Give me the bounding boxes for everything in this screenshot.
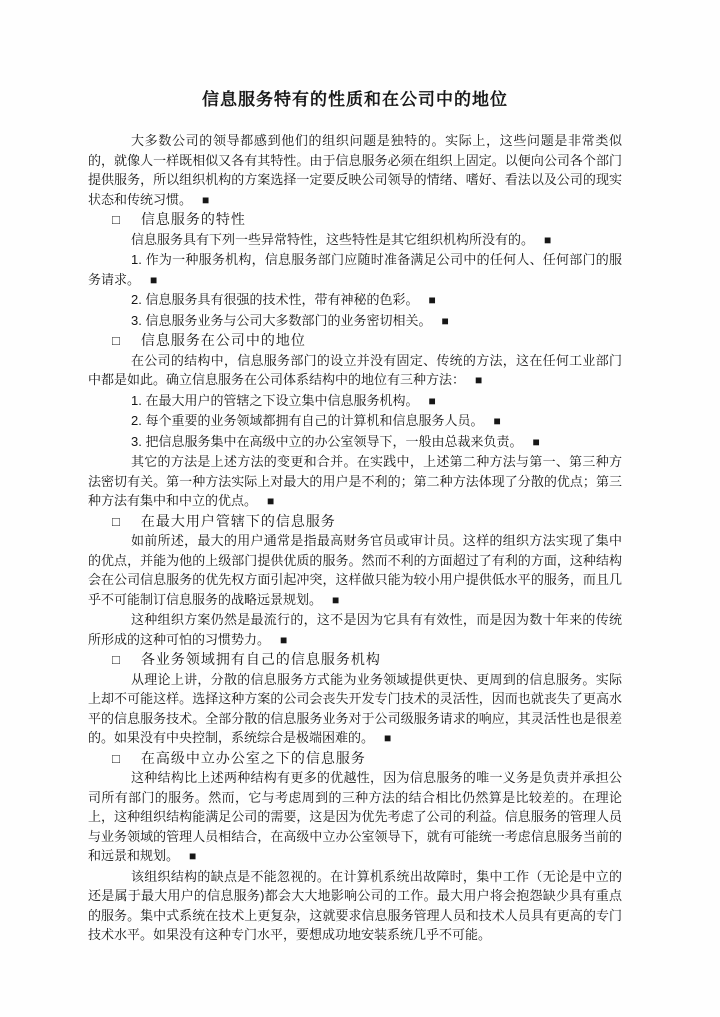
paragraph-end-mark: ■ [332,592,340,607]
paragraph: 其它的方法是上述方法的变更和合并。在实践中，上述第二种方法与第一、第三种方法密切有关。第一种方法实际上对最大的用户是不利的；第二种方法体现了分散的优点；第三种方法有集中和中立的优点。 ■ [88,454,622,508]
paragraph: 这种结构比上述两种结构有更多的优越性，因为信息服务的唯一义务是负责并承担公司所有部门的服务。然而，它与考虑周到的三种方法的结合相比仍然算是比较差的。在理论上，这种组织结构能满足公司的需要，这是因为优先考虑了公司的利益。信息服务的管理人员与业务领域的管理人员相结合，在高级中立办公室领导下，就有可能统一考虑信息服务当前的和远景和规划。 ■ [88,770,622,863]
document-content [88,90,622,945]
section-heading [88,749,622,769]
paragraph-end-mark: ■ [267,494,275,508]
paragraph-end-mark: ■ [384,731,392,745]
paragraph: 3. 把信息服务集中在高级中立的办公室领导下，一般由总裁来负责。 ■ [131,433,540,449]
paragraph: 1. 在最大用户的管辖之下设立集中信息服务机构。 ■ [131,392,436,408]
section-heading [88,512,622,532]
paragraph-end-mark: ■ [493,414,501,428]
paragraph: 这种组织方案仍然是最流行的，这不是因为它具有有效性，而是因为数十年来的传统所形成的这种可怕的习惯势力。 ■ [88,612,622,647]
section-heading-label: 在高级中立办公室之下的信息服务 [140,749,366,766]
section-heading-label: 在最大用户管辖下的信息服务 [140,512,336,529]
paragraph-end-mark: ■ [202,192,210,207]
paragraph-end-mark: ■ [428,393,436,408]
paragraph-end-mark: ■ [189,849,197,863]
section-bullet-icon: □ [112,750,120,766]
paragraph-end-mark: ■ [532,434,540,449]
section-heading-label: 信息服务在公司中的地位 [140,332,306,348]
paragraph-end-mark: ■ [280,632,288,647]
section-bullet-icon: □ [112,333,120,348]
paragraph: 大多数公司的领导都感到他们的组织问题是独特的。实际上，这些问题是非常类似的，就像人一样既相似又各有其特性。由于信息服务必须在组织上固定。以便向公司各个部门提供服务，所以组织机构的方案选择一定要反映公司领导的情绪、嗜好、看法以及公司的现实状态和传统习惯。 ■ [88,133,622,207]
section-heading [88,331,622,351]
paragraph: 从理论上讲，分散的信息服务方式能为业务领域提供更快、更周到的信息服务。实际上却不可能这样。选择这种方案的公司会丧失开发专门技术的灵活性，因而也就丧失了更高水平的信息服务技术。全部分散的信息服务业务对于公司级服务请求的响应，其灵活性也是很差的。如果没有中央控制，系统综合是极端困难的。 ■ [88,671,622,745]
paragraph: 信息服务具有下列一些异常特性，这些特性是其它组织机构所没有的。 ■ [131,231,552,247]
paragraph-end-mark: ■ [150,272,158,287]
paragraph-end-mark: ■ [544,232,552,247]
section-bullet-icon: □ [112,652,120,667]
paragraph: 3. 信息服务业务与公司大多数部门的业务密切相关。 ■ [131,312,449,328]
section-heading [88,210,622,230]
paragraph: 在公司的结构中，信息服务部门的设立并没有固定、传统的方法，这在任何工业部门中都是如此。确立信息服务在公司体系结构中的地位有三种方法： ■ [88,352,622,387]
page-title: 信息服务特有的性质和在公司中的地位 [202,90,508,109]
section-bullet-icon: □ [112,212,120,227]
section-heading-label: 信息服务的特性 [140,211,246,227]
paragraph: 2. 每个重要的业务领域都拥有自己的计算机和信息服务人员。 ■ [131,413,501,428]
paragraph-end-mark: ■ [428,293,436,307]
paragraph: 2. 信息服务具有很强的技术性，带有神秘的色彩。 ■ [131,292,436,307]
paragraph-end-mark: ■ [475,373,483,387]
paragraph: 如前所述，最大的用户通常是指最高财务官员或审计员。这样的组织方法实现了集中的优点，并能为他的上级部门提供优质的服务。然而不利的方面超过了有利的方面，这种结构会在公司信息服务的优先权方面引起冲突，这样做只能为较小用户提供低水平的服务，而且几乎不可能制订信息服务的战略远景规划。 ■ [88,533,622,607]
section-heading-label: 各业务领域拥有自己的信息服务机构 [140,651,381,667]
section-heading [88,650,622,670]
document-body [88,131,622,945]
paragraph: 该组织结构的缺点是不能忽视的。在计算机系统出故障时，集中工作（无论是中立的还是属于最大用户的信息服务)都会大大地影响公司的工作。最大用户将会抱怨缺少具有重点的服务。集中式系统在技术上更复杂，这就要求信息服务管理人员和技术人员具有更高的专门技术水平。如果没有这种专门水平，要想成功地安装系统几乎不可能。 [88,868,622,942]
paragraph: 1. 作为一种服务机构，信息服务部门应随时准备满足公司中的任何人、任何部门的服务请求。 ■ [88,252,622,287]
paragraph-end-mark: ■ [441,313,449,328]
section-bullet-icon: □ [112,513,120,529]
